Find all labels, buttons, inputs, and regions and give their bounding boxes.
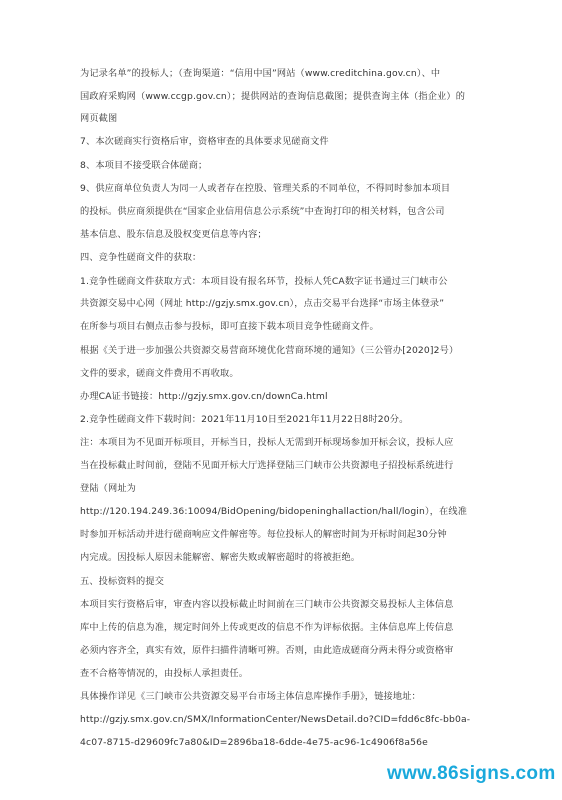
text-line: 时参加开标活动并进行磋商响应文件解密等。每位投标人的解密时间为开标时间起30分钟 <box>80 529 447 540</box>
text-line: 必须内容齐全，真实有效，原件扫描件清晰可辨。否则，由此造成磋商分两未得分或资格审 <box>80 645 454 656</box>
text-line: 库中上传的信息为准，规定时间外上传或更改的信息不作为评标依据。主体信息库上传信息 <box>80 622 454 633</box>
text-line: 具体操作详见《三门峡市公共资源交易平台市场主体信息库操作手册》，链接地址： <box>80 691 421 702</box>
url-line: http://120.194.249.36:10094/BidOpening/bidopeninghallaction/hall/login），在线准 <box>80 506 468 517</box>
text-line: 本项目实行资格后审，审查内容以投标截止时间前在三门峡市公共资源交易投标人主体信息 <box>80 599 454 610</box>
text-line: 1.竞争性磋商文件获取方式：本项目设有报名环节，投标人凭CA数字证书通过三门峡市公 <box>80 276 448 287</box>
section-heading: 四、竞争性磋商文件的获取： <box>80 252 202 263</box>
text-line: 国政府采购网（www.ccgp.gov.cn）；提供网站的查询信息截图；提供查询主体（指企业）的 <box>80 91 466 102</box>
text-line: 登陆（网址为 <box>80 483 137 494</box>
text-line: 根据《关于进一步加强公共资源交易营商环境优化营商环境的通知》（三公管办[2020]2号） <box>80 345 459 356</box>
ca-link-line: 办理CA证书链接：http://gzjy.smx.gov.cn/downCa.html <box>80 391 328 402</box>
url-line: http://gzjy.smx.gov.cn/SMX/InformationCenter/NewsDetail.do?CID=fdd6c8fc-bb0a- <box>80 714 471 725</box>
text-line: 内完成。因投标人原因未能解密、解密失败或解密超时的将被拒绝。 <box>80 552 361 563</box>
watermark-text: www.86signs.com <box>387 763 556 784</box>
text-line: 文件的要求，磋商文件费用不再收取。 <box>80 368 239 379</box>
text-line: 9、供应商单位负责人为同一人或者存在控股、管理关系的不同单位，不得同时参加本项目 <box>80 183 451 194</box>
text-line: 为记录名单”的投标人；（查询渠道：“信用中国”网站（www.creditchina.gov.cn）、中 <box>80 68 441 79</box>
text-line: 注：本项目为不见面开标项目，开标当日，投标人无需到开标现场参加开标会议，投标人应 <box>80 437 454 448</box>
text-line: 当在投标截止时间前，登陆不见面开标大厅选择登陆三门峡市公共资源电子招投标系统进行 <box>80 460 454 471</box>
text-line: 8、本项目不接受联合体磋商； <box>80 160 208 171</box>
text-line: 查不合格等情况的，由投标人承担责任。 <box>80 668 249 679</box>
section-heading: 五、投标资料的提交 <box>80 576 165 587</box>
text-line: 基本信息、股东信息及股权变更信息等内容； <box>80 229 267 240</box>
text-line: 2.竞争性磋商文件下载时间：2021年11月10日至2021年11月22日8时20分。 <box>80 414 409 425</box>
text-line: 网页截图 <box>80 113 118 124</box>
text-line: 的投标。供应商须提供在“国家企业信用信息公示系统”中查询打印的相关材料，包含公司 <box>80 206 445 217</box>
text-line: 在所参与项目右侧点击参与投标，即可直接下载本项目竞争性磋商文件。 <box>80 321 379 332</box>
text-line: 共资源交易中心网（网址 http://gzjy.smx.gov.cn），点击交易平台选择“市场主体登录” <box>80 298 445 309</box>
url-line: 4c07-8715-d29609fc7a80&ID=2896ba18-6dde-4e75-ac96-1c4906f8a56e <box>80 737 428 748</box>
text-line: 7、本次磋商实行资格后审，资格审查的具体要求见磋商文件 <box>80 136 329 147</box>
